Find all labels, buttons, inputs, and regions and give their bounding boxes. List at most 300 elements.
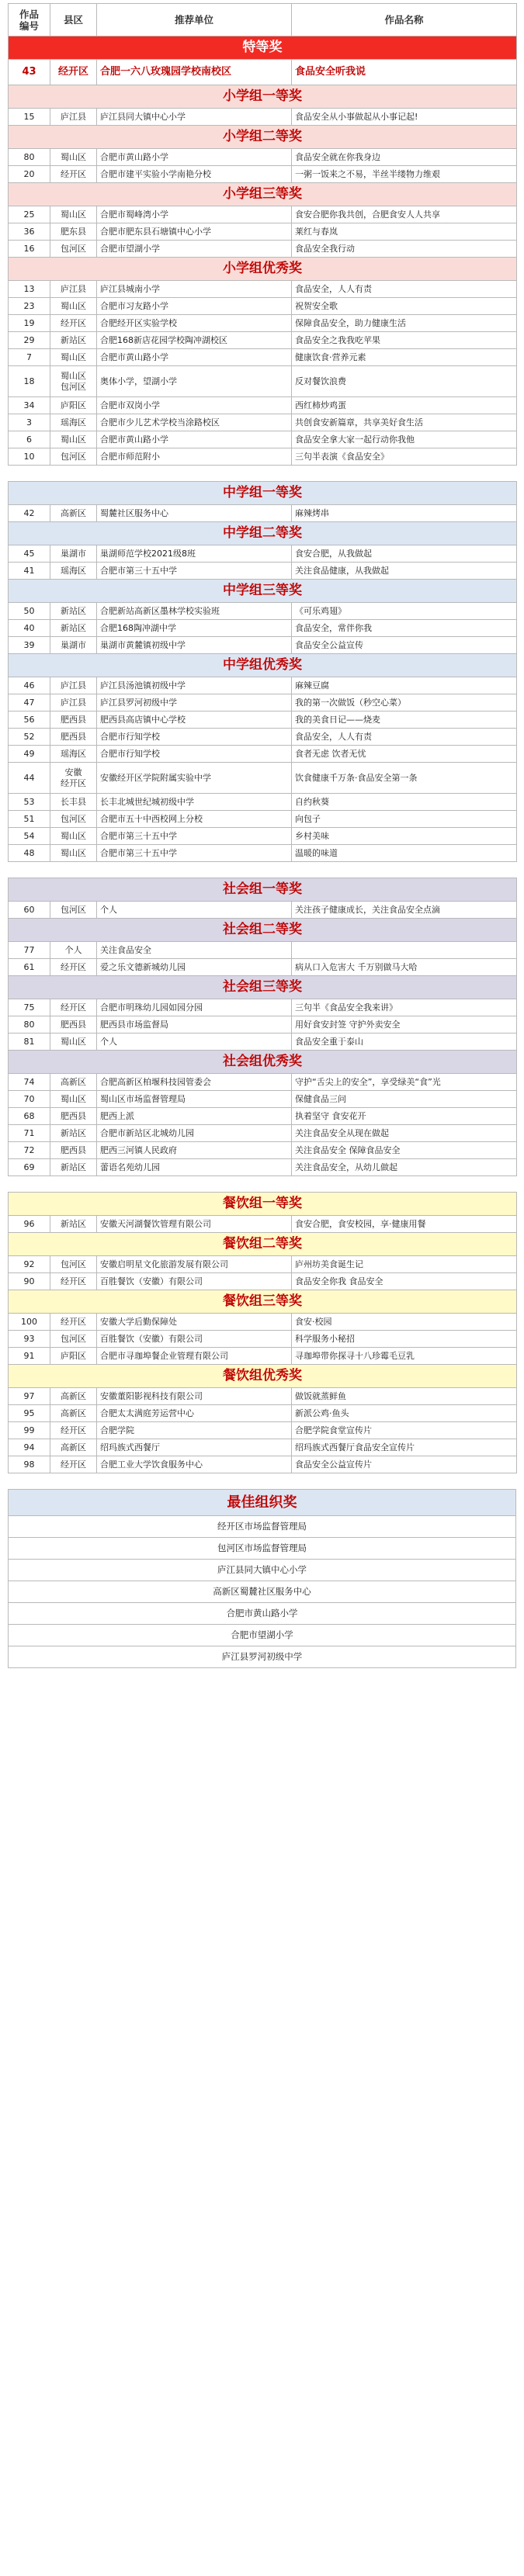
table-row xyxy=(9,942,517,959)
org-award-recipient: 合肥市望湖小学 xyxy=(9,1625,516,1646)
cell-district: 高新区 xyxy=(50,1074,97,1091)
cell-district: 新站区 xyxy=(50,1125,97,1142)
cell-work-title: 温暖的味道 xyxy=(292,845,517,862)
table-row xyxy=(9,1405,517,1422)
cell-work-number: 81 xyxy=(9,1034,50,1051)
cell-district: 高新区 xyxy=(50,1405,97,1422)
cell-district: 瑶海区 xyxy=(50,563,97,580)
header-row xyxy=(9,4,517,36)
cell-district: 蜀山区 xyxy=(50,828,97,845)
cell-work-number: 43 xyxy=(9,60,50,85)
cell-recommend-unit: 合肥市黄山路小学 xyxy=(97,349,292,366)
cell-district: 蜀山区 xyxy=(50,349,97,366)
cell-district: 肥西县 xyxy=(50,1016,97,1034)
cell-recommend-unit: 合肥市寻珈埠餐企业管理有限公司 xyxy=(97,1348,292,1365)
cell-recommend-unit: 庐江县城南小学 xyxy=(97,281,292,298)
cell-district: 长丰县 xyxy=(50,794,97,811)
cell-district: 新站区 xyxy=(50,332,97,349)
cell-recommend-unit: 爱之乐文德新城幼儿园 xyxy=(97,959,292,976)
cell-district: 经开区 xyxy=(50,60,97,85)
table-row xyxy=(9,729,517,746)
cell-work-number: 29 xyxy=(9,332,50,349)
table-row xyxy=(9,1108,517,1125)
cell-work-number: 54 xyxy=(9,828,50,845)
cell-work-title: 食品安全公益宣传 xyxy=(292,637,517,654)
table-row xyxy=(9,1125,517,1142)
cell-district: 肥西县 xyxy=(50,712,97,729)
org-award-recipient: 庐江县罗河初级中学 xyxy=(9,1646,516,1668)
section-header xyxy=(9,1051,517,1074)
cell-work-title: 食者无虑 饮者无忧 xyxy=(292,746,517,763)
cell-district: 蜀山区 xyxy=(50,298,97,315)
cell-recommend-unit: 合肥市第三十五中学 xyxy=(97,845,292,862)
cell-work-number: 20 xyxy=(9,166,50,183)
section-title: 社会组二等奖 xyxy=(9,919,517,942)
cell-recommend-unit: 合肥太太满庭芳运营中心 xyxy=(97,1405,292,1422)
cell-recommend-unit: 合肥市黄山路小学 xyxy=(97,431,292,448)
table-row xyxy=(9,811,517,828)
cell-work-title: 一粥一饭来之不易，半丝半缕物力维艰 xyxy=(292,166,517,183)
section-title: 社会组一等奖 xyxy=(9,878,517,902)
section-header xyxy=(9,1233,517,1256)
cell-work-number: 39 xyxy=(9,637,50,654)
section-title: 餐饮组一等奖 xyxy=(9,1193,517,1216)
cell-district: 经开区 xyxy=(50,1314,97,1331)
section-title: 最佳组织奖 xyxy=(9,1490,516,1516)
cell-work-number: 94 xyxy=(9,1439,50,1456)
cell-recommend-unit: 个人 xyxy=(97,902,292,919)
cell-work-title: 做饭就蒸鲜鱼 xyxy=(292,1388,517,1405)
cell-work-title: 食安·校园 xyxy=(292,1314,517,1331)
org-award-recipient: 高新区蜀麓社区服务中心 xyxy=(9,1581,516,1603)
section-title: 社会组三等奖 xyxy=(9,976,517,999)
table-row xyxy=(9,1439,517,1456)
cell-work-number: 100 xyxy=(9,1314,50,1331)
table-primary-awards xyxy=(8,3,517,466)
cell-recommend-unit: 合肥市少儿艺术学校当涂路校区 xyxy=(97,414,292,431)
section-header xyxy=(9,1290,517,1314)
cell-district: 包河区 xyxy=(50,1331,97,1348)
cell-recommend-unit: 蜀麓社区服务中心 xyxy=(97,505,292,522)
table-row xyxy=(9,563,517,580)
awards-document xyxy=(8,3,516,1668)
cell-recommend-unit: 合肥一六八玫瑰园学校南校区 xyxy=(97,60,292,85)
table-row xyxy=(9,166,517,183)
cell-district: 肥东县 xyxy=(50,223,97,241)
cell-work-title: 西红柿炒鸡蛋 xyxy=(292,397,517,414)
cell-work-title: 执着坚守 食安花开 xyxy=(292,1108,517,1125)
cell-recommend-unit: 百胜餐饮（安徽）有限公司 xyxy=(97,1331,292,1348)
table-row xyxy=(9,1422,517,1439)
table-row xyxy=(9,1388,517,1405)
cell-work-title: 食品安全我行动 xyxy=(292,241,517,258)
section-title: 小学组一等奖 xyxy=(9,85,517,109)
table-best-organization-award xyxy=(8,1489,516,1668)
cell-work-number: 56 xyxy=(9,712,50,729)
cell-district: 蜀山区 xyxy=(50,1091,97,1108)
cell-recommend-unit: 安徽启明星文化旅游发展有限公司 xyxy=(97,1256,292,1273)
cell-work-title: 食品安全，常伴你我 xyxy=(292,620,517,637)
cell-work-number: 71 xyxy=(9,1125,50,1142)
list-item xyxy=(9,1581,516,1603)
cell-recommend-unit: 合肥市明珠幼儿园如园分园 xyxy=(97,999,292,1016)
cell-district: 蜀山区 xyxy=(50,431,97,448)
table-row xyxy=(9,1159,517,1176)
cell-work-number: 44 xyxy=(9,763,50,794)
section-title: 特等奖 xyxy=(9,36,517,60)
cell-district: 经开区 xyxy=(50,959,97,976)
cell-work-title: 科学服务小秘招 xyxy=(292,1331,517,1348)
table-row xyxy=(9,366,517,397)
cell-work-title: 关注食品安全 保障食品安全 xyxy=(292,1142,517,1159)
cell-work-title: 食安合肥，食安校园，享·健康用餐 xyxy=(292,1216,517,1233)
cell-recommend-unit: 肥西三河镇人民政府 xyxy=(97,1142,292,1159)
section-header xyxy=(9,919,517,942)
cell-recommend-unit: 蕾语名苑幼儿园 xyxy=(97,1159,292,1176)
cell-recommend-unit: 合肥168新店花园学校陶冲湖校区 xyxy=(97,332,292,349)
cell-district: 包河区 xyxy=(50,811,97,828)
section-header xyxy=(9,85,517,109)
cell-recommend-unit: 合肥市行知学校 xyxy=(97,746,292,763)
cell-work-title: 关注食品健康，从我做起 xyxy=(292,563,517,580)
cell-work-number: 75 xyxy=(9,999,50,1016)
cell-work-title: 三句半表演《食品安全》 xyxy=(292,448,517,466)
cell-work-title: 绍玛族式西餐厅食品安全宣传片 xyxy=(292,1439,517,1456)
cell-work-number: 99 xyxy=(9,1422,50,1439)
table-row xyxy=(9,902,517,919)
list-item xyxy=(9,1625,516,1646)
header-district: 县区 xyxy=(50,4,97,36)
cell-work-title: 庐州坊美食诞生记 xyxy=(292,1256,517,1273)
table-row xyxy=(9,298,517,315)
cell-work-number: 90 xyxy=(9,1273,50,1290)
cell-work-title: 关注孩子健康成长，关注食品安全点滴 xyxy=(292,902,517,919)
cell-work-number: 51 xyxy=(9,811,50,828)
cell-district: 蜀山区 xyxy=(50,845,97,862)
cell-work-title: 乡村美味 xyxy=(292,828,517,845)
section-title: 中学组二等奖 xyxy=(9,522,517,545)
cell-district: 瑶海区 xyxy=(50,746,97,763)
cell-district: 蜀山区 xyxy=(50,206,97,223)
cell-district: 包河区 xyxy=(50,1256,97,1273)
header-work-title: 作品名称 xyxy=(292,4,517,36)
cell-work-title: 食品安全就在你我身边 xyxy=(292,149,517,166)
section-title: 社会组优秀奖 xyxy=(9,1051,517,1074)
cell-recommend-unit: 庐江县罗河初级中学 xyxy=(97,694,292,712)
table-row xyxy=(9,1348,517,1365)
table-row xyxy=(9,281,517,298)
cell-work-title: 莱红与春岚 xyxy=(292,223,517,241)
table-row xyxy=(9,620,517,637)
section-title: 中学组一等奖 xyxy=(9,482,517,505)
cell-work-number: 72 xyxy=(9,1142,50,1159)
cell-work-number: 45 xyxy=(9,545,50,563)
cell-work-number: 41 xyxy=(9,563,50,580)
table-society-awards xyxy=(8,878,517,1176)
section-title: 中学组优秀奖 xyxy=(9,654,517,677)
cell-work-title: 反对餐饮浪费 xyxy=(292,366,517,397)
cell-district: 巢湖市 xyxy=(50,545,97,563)
cell-recommend-unit: 合肥学院 xyxy=(97,1422,292,1439)
section-title: 餐饮组优秀奖 xyxy=(9,1365,517,1388)
cell-work-title: 《可乐鸡翅》 xyxy=(292,603,517,620)
cell-work-number: 80 xyxy=(9,149,50,166)
table-row xyxy=(9,414,517,431)
cell-work-number: 80 xyxy=(9,1016,50,1034)
table-row xyxy=(9,505,517,522)
org-award-recipient: 庐江县同大镇中心小学 xyxy=(9,1560,516,1581)
cell-recommend-unit: 关注食品安全 xyxy=(97,942,292,959)
cell-work-number: 7 xyxy=(9,349,50,366)
section-title: 小学组二等奖 xyxy=(9,126,517,149)
cell-work-title: 自约秋葵 xyxy=(292,794,517,811)
cell-district: 高新区 xyxy=(50,1439,97,1456)
cell-district: 庐江县 xyxy=(50,281,97,298)
cell-district: 肥西县 xyxy=(50,729,97,746)
cell-work-title: 食品安全，人人有责 xyxy=(292,729,517,746)
section-header xyxy=(9,878,517,902)
cell-district: 庐阳区 xyxy=(50,1348,97,1365)
table-row xyxy=(9,1216,517,1233)
cell-district: 肥西县 xyxy=(50,1108,97,1125)
cell-district: 高新区 xyxy=(50,1388,97,1405)
cell-district: 瑶海区 xyxy=(50,414,97,431)
table-row xyxy=(9,694,517,712)
cell-work-number: 91 xyxy=(9,1348,50,1365)
table-row xyxy=(9,1256,517,1273)
cell-district: 庐江县 xyxy=(50,677,97,694)
table-row xyxy=(9,1273,517,1290)
section-header xyxy=(9,126,517,149)
table-row xyxy=(9,845,517,862)
cell-district: 经开区 xyxy=(50,1273,97,1290)
table-row xyxy=(9,999,517,1016)
cell-work-title: 三句半《食品安全我来讲》 xyxy=(292,999,517,1016)
table-row xyxy=(9,332,517,349)
cell-district: 经开区 xyxy=(50,999,97,1016)
cell-work-title: 合肥学院食堂宣传片 xyxy=(292,1422,517,1439)
cell-work-title: 关注食品安全从现在做起 xyxy=(292,1125,517,1142)
section-header xyxy=(9,1490,516,1516)
table-row xyxy=(9,1091,517,1108)
cell-work-number: 96 xyxy=(9,1216,50,1233)
cell-work-title: 病从口入危害大 千万别做马大哈 xyxy=(292,959,517,976)
cell-district: 肥西县 xyxy=(50,1142,97,1159)
cell-work-number: 47 xyxy=(9,694,50,712)
list-item xyxy=(9,1603,516,1625)
cell-work-title: 食品安全拿大家一起行动你我他 xyxy=(292,431,517,448)
table-row xyxy=(9,448,517,466)
cell-work-title: 守护“舌尖上的安全”，享受绿美“食”光 xyxy=(292,1074,517,1091)
cell-district: 庐江县 xyxy=(50,109,97,126)
cell-district: 包河区 xyxy=(50,448,97,466)
cell-district: 蜀山区 xyxy=(50,1034,97,1051)
cell-work-title: 饮食健康千万条·食品安全第一条 xyxy=(292,763,517,794)
table-row xyxy=(9,1456,517,1473)
table-row xyxy=(9,431,517,448)
org-award-recipient: 经开区市场监督管理局 xyxy=(9,1516,516,1538)
cell-district: 新站区 xyxy=(50,603,97,620)
cell-work-title: 用好食安封签 守护外卖安全 xyxy=(292,1016,517,1034)
table-row xyxy=(9,1314,517,1331)
cell-district: 包河区 xyxy=(50,902,97,919)
cell-work-number: 61 xyxy=(9,959,50,976)
cell-recommend-unit: 安徽经开区学院附属实验中学 xyxy=(97,763,292,794)
cell-work-number: 49 xyxy=(9,746,50,763)
cell-work-number: 34 xyxy=(9,397,50,414)
table-row xyxy=(9,206,517,223)
cell-district: 巢湖市 xyxy=(50,637,97,654)
cell-work-title xyxy=(292,942,517,959)
cell-work-title: 食品安全从小事做起从小事记起! xyxy=(292,109,517,126)
table-row xyxy=(9,746,517,763)
table-row xyxy=(9,828,517,845)
cell-work-number: 97 xyxy=(9,1388,50,1405)
cell-recommend-unit: 合肥新站高新区墨林学校实验班 xyxy=(97,603,292,620)
cell-district: 经开区 xyxy=(50,1456,97,1473)
cell-work-title: 关注食品安全，从幼儿做起 xyxy=(292,1159,517,1176)
list-item xyxy=(9,1646,516,1668)
section-header xyxy=(9,976,517,999)
cell-recommend-unit: 肥西县高店镇中心学校 xyxy=(97,712,292,729)
cell-work-number: 40 xyxy=(9,620,50,637)
list-item xyxy=(9,1516,516,1538)
table-row xyxy=(9,959,517,976)
cell-work-number: 77 xyxy=(9,942,50,959)
section-header xyxy=(9,482,517,505)
cell-recommend-unit: 合肥168陶冲湖中学 xyxy=(97,620,292,637)
cell-recommend-unit: 合肥市第三十五中学 xyxy=(97,828,292,845)
cell-recommend-unit: 蜀山区市场监督管理局 xyxy=(97,1091,292,1108)
cell-work-number: 19 xyxy=(9,315,50,332)
cell-work-title: 共创食安新篇章，共享美好食生活 xyxy=(292,414,517,431)
cell-recommend-unit: 绍玛族式西餐厅 xyxy=(97,1439,292,1456)
cell-work-number: 68 xyxy=(9,1108,50,1125)
cell-district: 经开区 xyxy=(50,1422,97,1439)
table-row xyxy=(9,60,517,85)
cell-district: 高新区 xyxy=(50,505,97,522)
section-header xyxy=(9,258,517,281)
section-title: 中学组三等奖 xyxy=(9,580,517,603)
cell-work-number: 10 xyxy=(9,448,50,466)
org-award-recipient: 合肥市黄山路小学 xyxy=(9,1603,516,1625)
cell-work-title: 食品安全之我我吃苹果 xyxy=(292,332,517,349)
cell-work-number: 60 xyxy=(9,902,50,919)
table-row xyxy=(9,109,517,126)
header-work-number: 作品 编号 xyxy=(9,4,50,36)
cell-work-number: 52 xyxy=(9,729,50,746)
cell-work-title: 食品安全，人人有责 xyxy=(292,281,517,298)
table-middle-school-awards xyxy=(8,481,517,862)
table-row xyxy=(9,1142,517,1159)
cell-recommend-unit: 合肥市新站区北城幼儿园 xyxy=(97,1125,292,1142)
cell-district: 个人 xyxy=(50,942,97,959)
cell-work-title: 新派公鸡·鱼头 xyxy=(292,1405,517,1422)
cell-work-title: 保障食品安全，助力健康生活 xyxy=(292,315,517,332)
table-row xyxy=(9,677,517,694)
cell-recommend-unit: 合肥市第三十五中学 xyxy=(97,563,292,580)
table-row xyxy=(9,349,517,366)
cell-recommend-unit: 安徽天河湖餐饮管理有限公司 xyxy=(97,1216,292,1233)
cell-work-number: 50 xyxy=(9,603,50,620)
cell-district: 蜀山区 xyxy=(50,149,97,166)
table-row xyxy=(9,149,517,166)
table-row xyxy=(9,223,517,241)
cell-recommend-unit: 合肥经开区实验学校 xyxy=(97,315,292,332)
section-title: 餐饮组三等奖 xyxy=(9,1290,517,1314)
cell-recommend-unit: 百胜餐饮（安徽）有限公司 xyxy=(97,1273,292,1290)
cell-district: 新站区 xyxy=(50,1159,97,1176)
cell-district: 新站区 xyxy=(50,620,97,637)
cell-work-title: 向包子 xyxy=(292,811,517,828)
cell-work-number: 23 xyxy=(9,298,50,315)
table-row xyxy=(9,545,517,563)
cell-district: 安徽 经开区 xyxy=(50,763,97,794)
table-catering-awards xyxy=(8,1192,517,1473)
cell-recommend-unit: 合肥市黄山路小学 xyxy=(97,149,292,166)
cell-work-number: 18 xyxy=(9,366,50,397)
cell-work-title: 我的第一次做饭（秒空心菜） xyxy=(292,694,517,712)
cell-work-number: 36 xyxy=(9,223,50,241)
cell-recommend-unit: 合肥市望湖小学 xyxy=(97,241,292,258)
table-row xyxy=(9,315,517,332)
cell-recommend-unit: 奥体小学，望湖小学 xyxy=(97,366,292,397)
section-header xyxy=(9,36,517,60)
list-item xyxy=(9,1560,516,1581)
section-header xyxy=(9,183,517,206)
list-item xyxy=(9,1538,516,1560)
cell-recommend-unit: 合肥市行知学校 xyxy=(97,729,292,746)
cell-recommend-unit: 个人 xyxy=(97,1034,292,1051)
cell-work-number: 70 xyxy=(9,1091,50,1108)
cell-recommend-unit: 合肥市肥东县石塘镇中心小学 xyxy=(97,223,292,241)
cell-recommend-unit: 安徽董阳影视科技有限公司 xyxy=(97,1388,292,1405)
table-row xyxy=(9,794,517,811)
cell-recommend-unit: 巢湖师范学校2021级8班 xyxy=(97,545,292,563)
table-row xyxy=(9,637,517,654)
cell-work-number: 98 xyxy=(9,1456,50,1473)
cell-recommend-unit: 庐江县汤池镇初级中学 xyxy=(97,677,292,694)
cell-work-title: 寻珈埠带你探寻十八珍霉毛豆乳 xyxy=(292,1348,517,1365)
cell-work-title: 我的美食日记——烧麦 xyxy=(292,712,517,729)
cell-work-number: 46 xyxy=(9,677,50,694)
cell-district: 经开区 xyxy=(50,315,97,332)
table-row xyxy=(9,241,517,258)
cell-work-number: 25 xyxy=(9,206,50,223)
cell-recommend-unit: 合肥市习友路小学 xyxy=(97,298,292,315)
cell-work-title: 麻辣豆腐 xyxy=(292,677,517,694)
cell-work-number: 92 xyxy=(9,1256,50,1273)
section-title: 小学组优秀奖 xyxy=(9,258,517,281)
cell-recommend-unit: 合肥市五十中西校网上分校 xyxy=(97,811,292,828)
cell-work-number: 69 xyxy=(9,1159,50,1176)
cell-work-title: 食安合肥你我共创，合肥食安人人共享 xyxy=(292,206,517,223)
cell-recommend-unit: 肥西县市场监督局 xyxy=(97,1016,292,1034)
table-row xyxy=(9,603,517,620)
cell-recommend-unit: 合肥市师范附小 xyxy=(97,448,292,466)
section-header xyxy=(9,522,517,545)
section-title: 餐饮组二等奖 xyxy=(9,1233,517,1256)
table-row xyxy=(9,712,517,729)
cell-recommend-unit: 巢湖市黄麓镇初级中学 xyxy=(97,637,292,654)
cell-work-number: 16 xyxy=(9,241,50,258)
section-title: 小学组三等奖 xyxy=(9,183,517,206)
cell-district: 新站区 xyxy=(50,1216,97,1233)
cell-work-title: 保健食品三问 xyxy=(292,1091,517,1108)
section-header xyxy=(9,654,517,677)
cell-work-title: 健康饮食·营养元素 xyxy=(292,349,517,366)
table-row xyxy=(9,1016,517,1034)
